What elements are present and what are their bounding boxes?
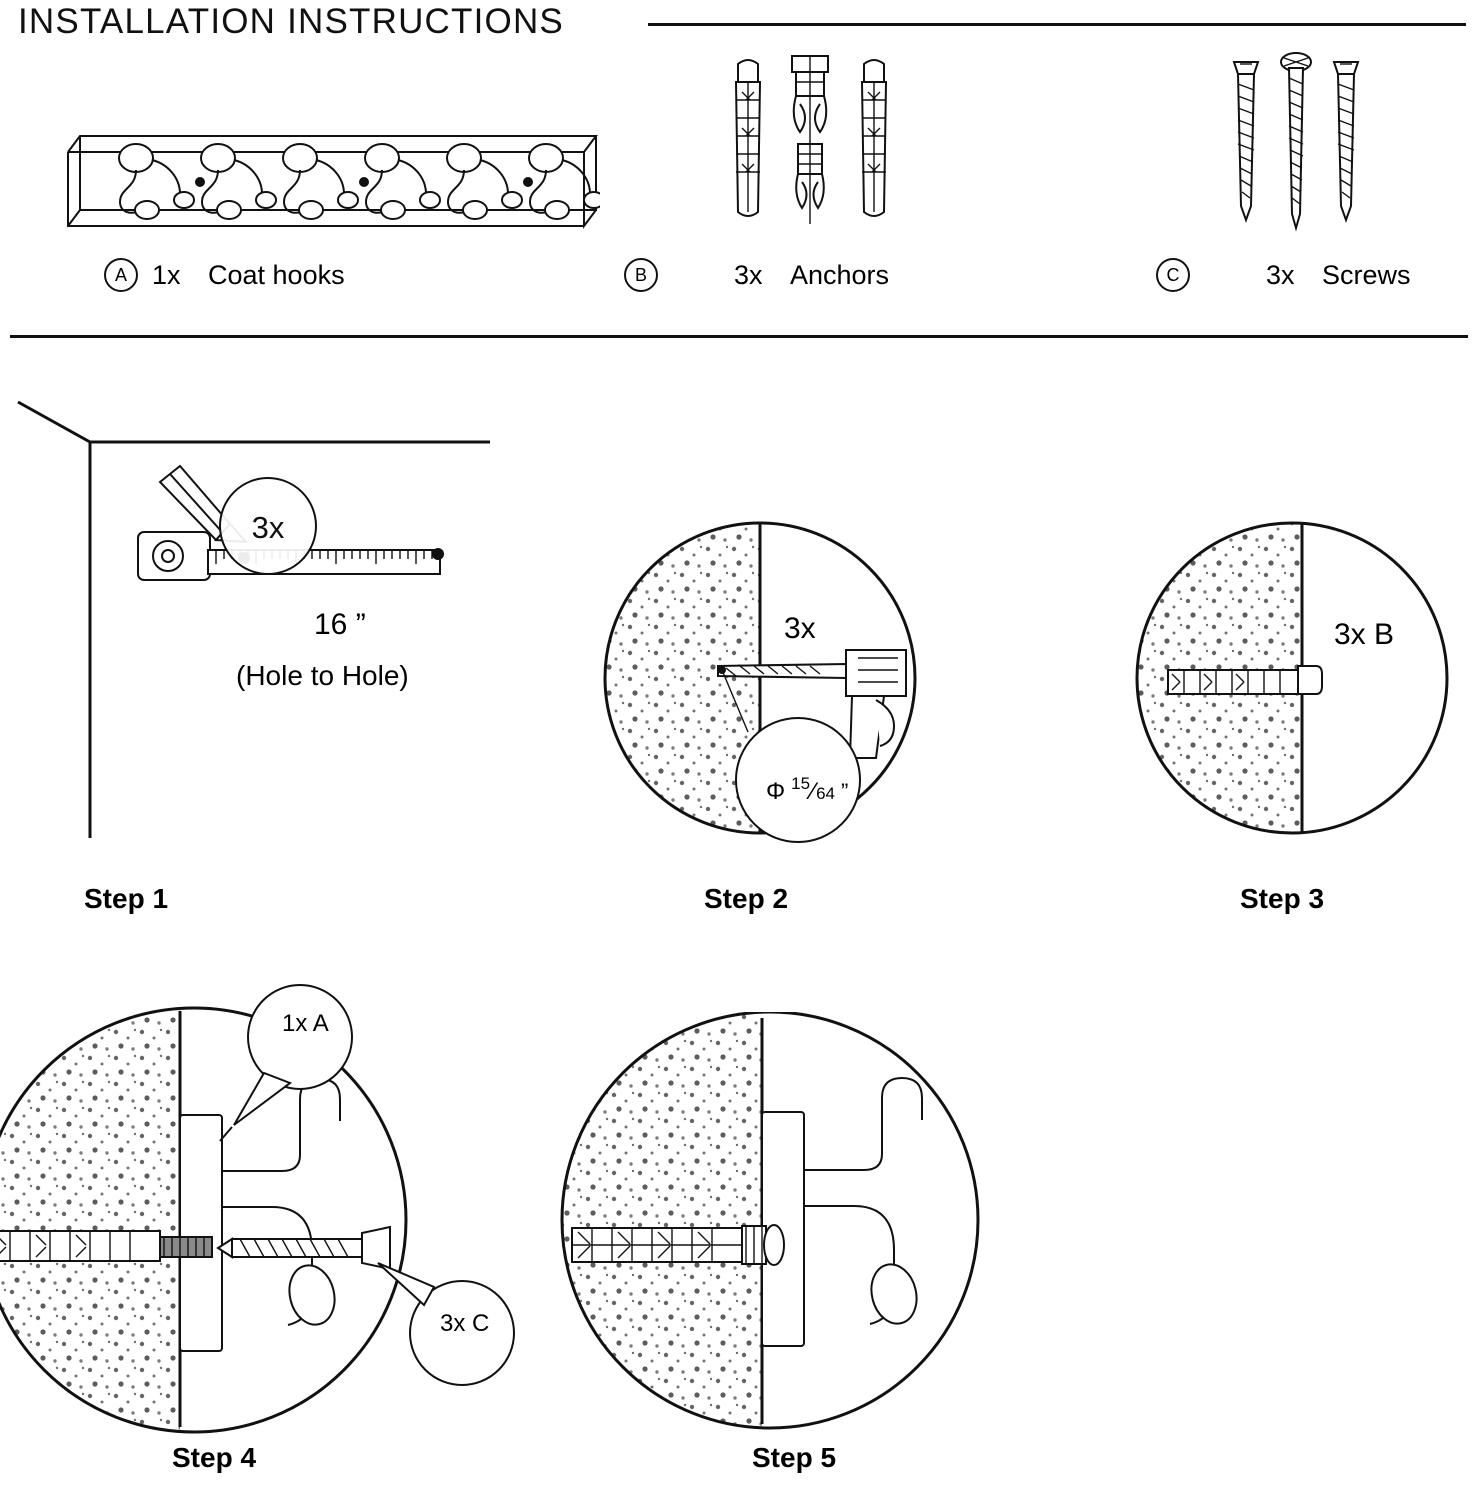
drill-denominator: 64 (816, 784, 836, 803)
step-3-part-label: 3x B (1334, 618, 1395, 651)
step-4-part-a-label: 1x A (282, 1010, 329, 1037)
drill-numerator: 15 (791, 774, 811, 793)
step-3-illustration (1132, 518, 1452, 848)
part-c-illustration (1224, 48, 1364, 238)
step-1-distance: 16 ” (314, 608, 366, 641)
step-1-note: (Hole to Hole) (236, 660, 409, 691)
section-divider (10, 335, 1468, 338)
diameter-symbol-icon: Φ (766, 778, 786, 805)
step-5-label: Step 5 (752, 1442, 837, 1473)
step-3-label: Step 3 (1240, 883, 1325, 914)
part-b-qty: 3x (734, 259, 763, 290)
step-2-illustration (600, 518, 920, 868)
part-a-name: Coat hooks (208, 259, 345, 290)
part-b-illustration (716, 48, 906, 238)
page-title: INSTALLATION INSTRUCTIONS (18, 2, 564, 41)
part-c-qty: 3x (1266, 259, 1295, 290)
part-b-name: Anchors (790, 259, 890, 290)
step-1-illustration (10, 390, 500, 850)
part-a-qty: 1x (152, 259, 181, 290)
part-b-letter: B (624, 258, 658, 292)
svg-text:3x: 3x (251, 510, 285, 545)
part-a-caption (104, 258, 345, 292)
step-2-drill-size: Φ 15 ⁄ 64 ” (766, 774, 849, 805)
step-2-label: Step 2 (704, 883, 789, 914)
step-4-label: Step 4 (172, 1442, 257, 1473)
step-1-label: Step 1 (84, 883, 169, 914)
step-4-part-c-label: 3x C (440, 1310, 490, 1337)
part-b-caption (624, 258, 889, 292)
title-divider (648, 23, 1466, 26)
part-c-letter: C (1156, 258, 1190, 292)
part-a-letter: A (104, 258, 138, 292)
step-5-illustration (558, 1012, 1008, 1452)
part-c-caption (1156, 258, 1411, 292)
part-c-name: Screws (1322, 259, 1411, 290)
step-4-illustration (0, 975, 522, 1455)
drill-unit: ” (841, 779, 849, 804)
part-a-illustration (40, 60, 600, 240)
step-2-count: 3x (784, 612, 816, 645)
